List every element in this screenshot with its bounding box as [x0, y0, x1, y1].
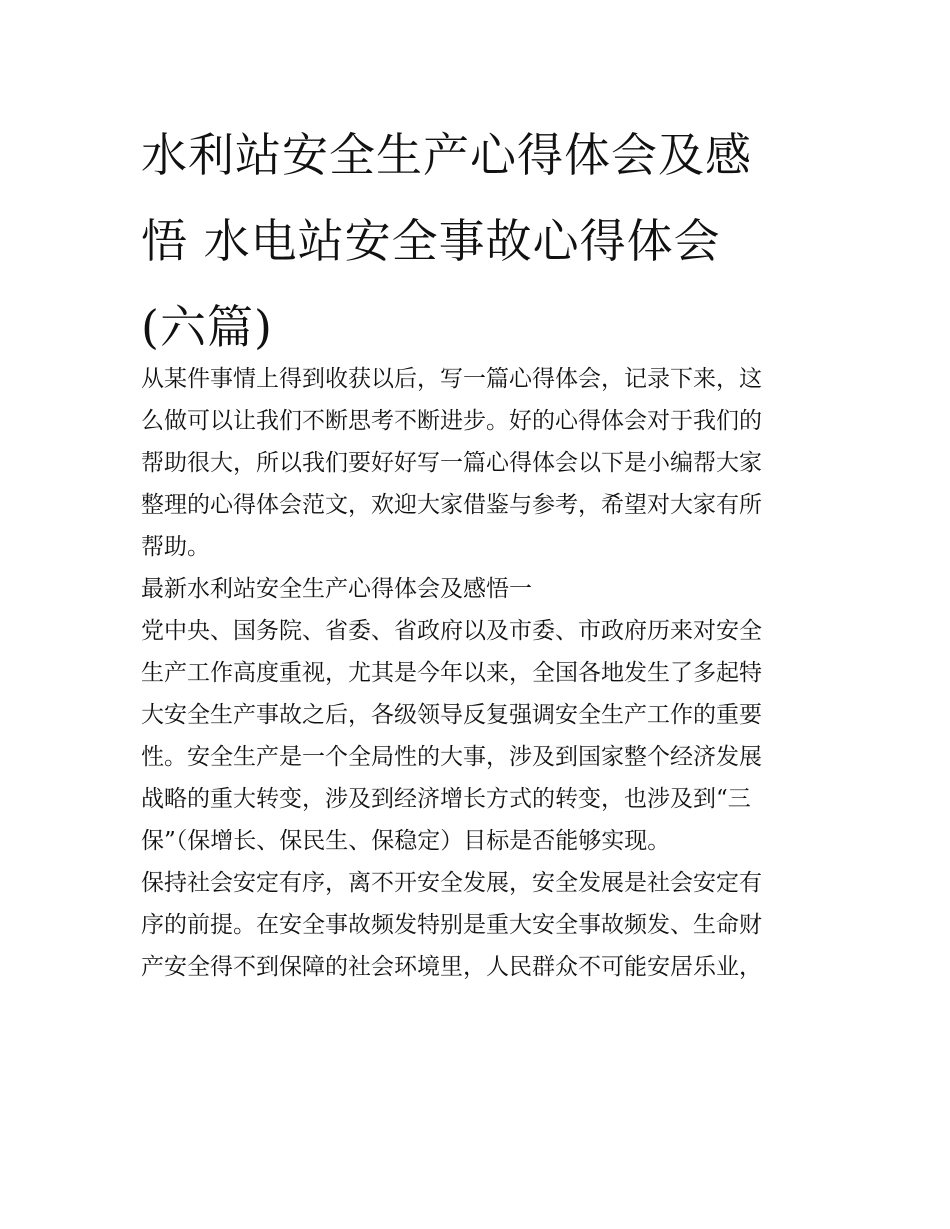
text-line: 么做可以让我们不断思考不断进步。好的心得体会对于我们的 [141, 408, 762, 434]
text-line: 大安全生产事故之后，各级领导反复强调安全生产工作的重要 [141, 702, 762, 728]
title-line: (六篇) [141, 300, 273, 354]
document-title [141, 112, 821, 370]
text-line: 党中央、国务院、省委、省政府以及市委、市政府历来对安全 [141, 618, 762, 644]
text-line: 帮助很大，所以我们要好好写一篇心得体会以下是小编帮大家 [141, 450, 762, 476]
section-heading-text: 最新水利站安全生产心得体会及感悟一 [141, 576, 532, 602]
body-paragraph [141, 610, 816, 862]
intro-paragraph [141, 358, 816, 568]
title-line: 悟 水电站安全事故心得体会 [141, 214, 721, 268]
text-line: 保持社会安定有序，离不开安全发展，安全发展是社会安定有 [141, 870, 762, 896]
text-line: 性。安全生产是一个全局性的大事，涉及到国家整个经济发展 [141, 744, 762, 770]
text-line: 生产工作高度重视，尤其是今年以来，全国各地发生了多起特 [141, 660, 762, 686]
text-line: 保”（保增长、保民生、保稳定）目标是否能够实现。 [141, 828, 671, 854]
text-line: 序的前提。在安全事故频发特别是重大安全事故频发、生命财 [141, 912, 762, 938]
section-heading [141, 568, 816, 610]
text-line: 整理的心得体会范文，欢迎大家借鉴与参考，希望对大家有所 [141, 492, 762, 518]
body-paragraph [141, 862, 816, 988]
title-line: 水利站安全生产心得体会及感 [141, 128, 752, 182]
text-line: 战略的重大转变，涉及到经济增长方式的转变，也涉及到“三 [141, 786, 751, 812]
text-line: 从某件事情上得到收获以后，写一篇心得体会，记录下来，这 [141, 366, 762, 392]
text-line: 帮助。 [141, 534, 210, 560]
document-body [141, 358, 816, 988]
text-line: 产安全得不到保障的社会环境里，人民群众不可能安居乐业， [141, 954, 762, 980]
